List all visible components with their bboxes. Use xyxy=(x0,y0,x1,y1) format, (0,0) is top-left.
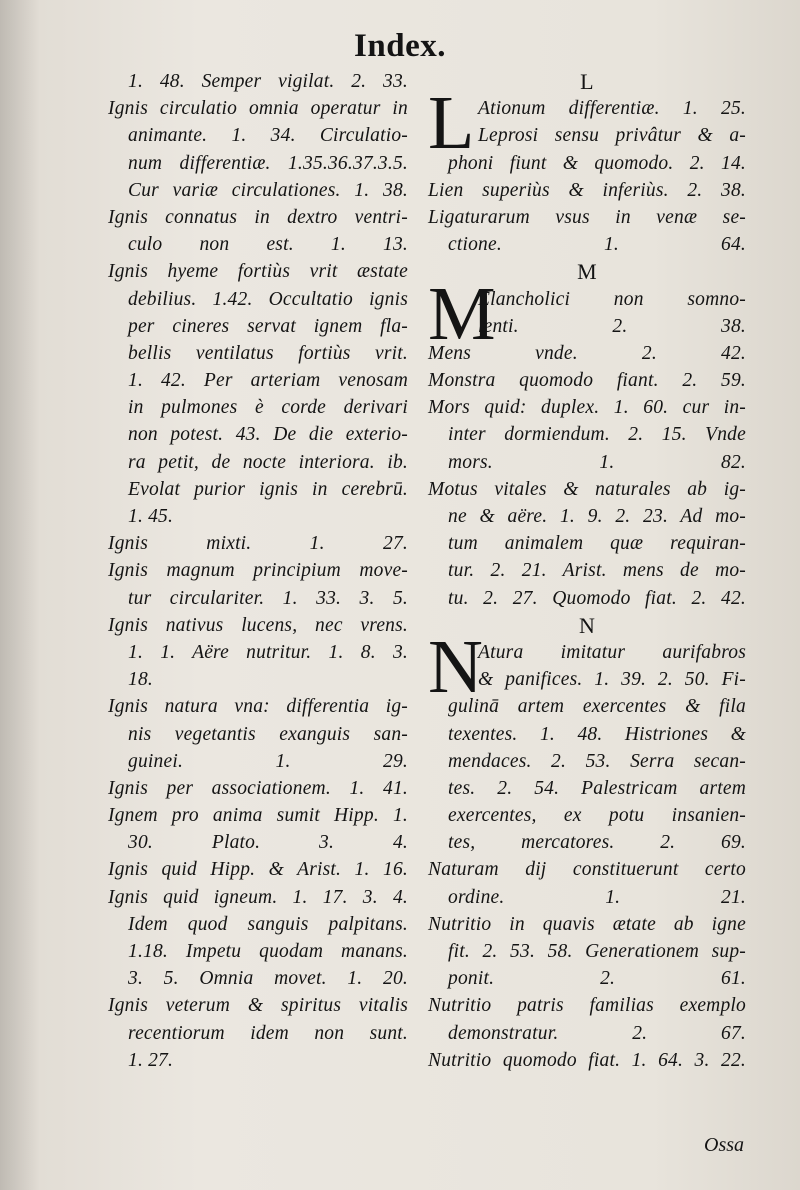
index-line: ponit. 2. 61. xyxy=(448,968,746,990)
index-line: non potest. 43. De die exterio- xyxy=(128,424,408,446)
index-line: mors. 1. 82. xyxy=(448,451,746,473)
index-line: bellis ventilatus fortiùs vrit. xyxy=(128,342,408,364)
index-line: 1. 42. Per arteriam venosam xyxy=(128,370,408,392)
index-line: Idem quod sanguis palpitans. xyxy=(128,913,408,935)
index-line: 1. 1. Aëre nutritur. 1. 8. 3. xyxy=(128,641,408,663)
index-line: Ignis per associationem. 1. 41. xyxy=(108,777,408,799)
index-line: tes, mercatores. 2. 69. xyxy=(448,832,746,854)
index-line: recentiorum idem non sunt. xyxy=(128,1022,408,1044)
index-line: Ligaturarum vsus in venæ se- xyxy=(428,206,746,228)
index-line: exercentes, ex potu insanien- xyxy=(448,805,746,827)
index-line: Lien superiùs & inferiùs. 2. 38. xyxy=(428,179,746,201)
index-line: Mors quid: duplex. 1. 60. cur in- xyxy=(428,397,746,419)
index-line: Ignis mixti. 1. 27. xyxy=(108,533,408,555)
index-line: in pulmones è corde derivari xyxy=(128,397,408,419)
section-letter: M xyxy=(577,259,597,285)
index-line: tum animalem quæ requiran- xyxy=(448,533,746,555)
index-line: Monstra quomodo fiant. 2. 59. xyxy=(428,370,746,392)
index-line: ordine. 1. 21. xyxy=(448,886,746,908)
index-line: tur circulariter. 1. 33. 3. 5. xyxy=(128,587,408,609)
index-line: Leprosi sensu privâtur & a- xyxy=(478,125,746,147)
index-line: debilius. 1.42. Occultatio ignis xyxy=(128,288,408,310)
index-line: lenti. 2. 38. xyxy=(478,315,746,337)
index-line: ne & aëre. 1. 9. 2. 23. Ad mo- xyxy=(448,506,746,527)
index-line: & panifices. 1. 39. 2. 50. Fi- xyxy=(478,669,746,691)
index-line: culo non est. 1. 13. xyxy=(128,234,408,256)
index-line: Ignis nativus lucens, nec vrens. xyxy=(108,614,408,636)
index-line: Ationum differentiæ. 1. 25. xyxy=(478,98,746,120)
index-line: tes. 2. 54. Palestricam artem xyxy=(448,777,746,799)
index-line: 1. 48. Semper vigilat. 2. 33. xyxy=(128,71,408,92)
index-line: per cineres servat ignem fla- xyxy=(128,315,408,337)
page-header: Index. xyxy=(354,28,446,64)
index-line: Ignis magnum principium move- xyxy=(108,560,408,582)
index-line: Evolat purior ignis in cerebrū. xyxy=(128,478,408,500)
index-line: mendaces. 2. 53. Serra secan- xyxy=(448,750,746,772)
index-line: demonstratur. 2. 67. xyxy=(448,1022,746,1044)
section-letter: L xyxy=(580,69,594,94)
index-line: Nutritio quomodo fiat. 1. 64. 3. 22. xyxy=(428,1049,746,1071)
index-line: phoni fiunt & quomodo. 2. 14. xyxy=(448,152,746,174)
index-line: Naturam dij constituerunt certo xyxy=(428,859,746,881)
index-line: inter dormiendum. 2. 15. Vnde xyxy=(448,424,746,446)
index-line: 30. Plato. 3. 4. xyxy=(128,832,408,854)
index-line: num differentiæ. 1.35.36.37.3.5. xyxy=(128,152,408,174)
index-line: Cur variæ circulationes. 1. 38. xyxy=(128,179,408,201)
index-line: nis vegetantis exanguis san- xyxy=(128,723,408,745)
index-line: Ignis circulatio omnia operatur in xyxy=(108,98,408,120)
index-line: Mens vnde. 2. 42. xyxy=(428,342,746,364)
index-line: tur. 2. 21. Arist. mens de mo- xyxy=(448,560,746,582)
dropcap-n: N xyxy=(428,624,483,709)
index-line: 1. 27. xyxy=(128,1049,174,1071)
index-line: Nutritio in quavis ætate ab igne xyxy=(428,913,746,935)
index-line: tu. 2. 27. Quomodo fiat. 2. 42. xyxy=(448,587,746,609)
index-line: guinei. 1. 29. xyxy=(128,750,408,772)
section-letter: N xyxy=(578,612,596,638)
index-line: Ignis quid igneum. 1. 17. 3. 4. xyxy=(108,886,408,908)
index-line: Ignis natura vna: differentia ig- xyxy=(108,696,408,718)
index-line: Elancholici non somno- xyxy=(478,288,746,310)
index-line: Ignis quid Hipp. & Arist. 1. 16. xyxy=(108,859,408,881)
index-line: Nutritio patris familias exemplo xyxy=(428,995,746,1017)
catchword: Ossa xyxy=(704,1134,745,1156)
right-column xyxy=(428,68,746,1074)
dropcap-m: M xyxy=(428,271,496,356)
index-line: texentes. 1. 48. Histriones & xyxy=(448,723,746,745)
index-line: gulinā artem exercentes & fila xyxy=(448,696,746,718)
index-line: Ignem pro anima sumit Hipp. 1. xyxy=(108,805,408,827)
gutter-shadow xyxy=(0,0,40,1190)
index-line: 1. 45. xyxy=(128,506,174,527)
index-line: 1.18. Impetu quodam manans. xyxy=(128,941,408,962)
index-line: Ignis veterum & spiritus vitalis xyxy=(108,995,408,1017)
index-line: Ignis hyeme fortiùs vrit æstate xyxy=(108,261,408,283)
index-line: Ignis connatus in dextro ventri- xyxy=(108,206,408,228)
index-line: Motus vitales & naturales ab ig- xyxy=(428,478,746,500)
left-column xyxy=(108,68,408,1074)
index-line: animante. 1. 34. Circulatio- xyxy=(128,125,408,147)
index-line: ra petit, de nocte interiora. ib. xyxy=(128,451,408,473)
index-line: 3. 5. Omnia movet. 1. 20. xyxy=(128,968,408,990)
index-line: Atura imitatur aurifabros xyxy=(478,641,746,663)
index-line: fit. 2. 53. 58. Generationem sup- xyxy=(448,941,746,962)
index-line: ctione. 1. 64. xyxy=(448,234,746,256)
dropcap-l: L xyxy=(428,81,475,166)
index-line: 18. xyxy=(128,669,153,691)
